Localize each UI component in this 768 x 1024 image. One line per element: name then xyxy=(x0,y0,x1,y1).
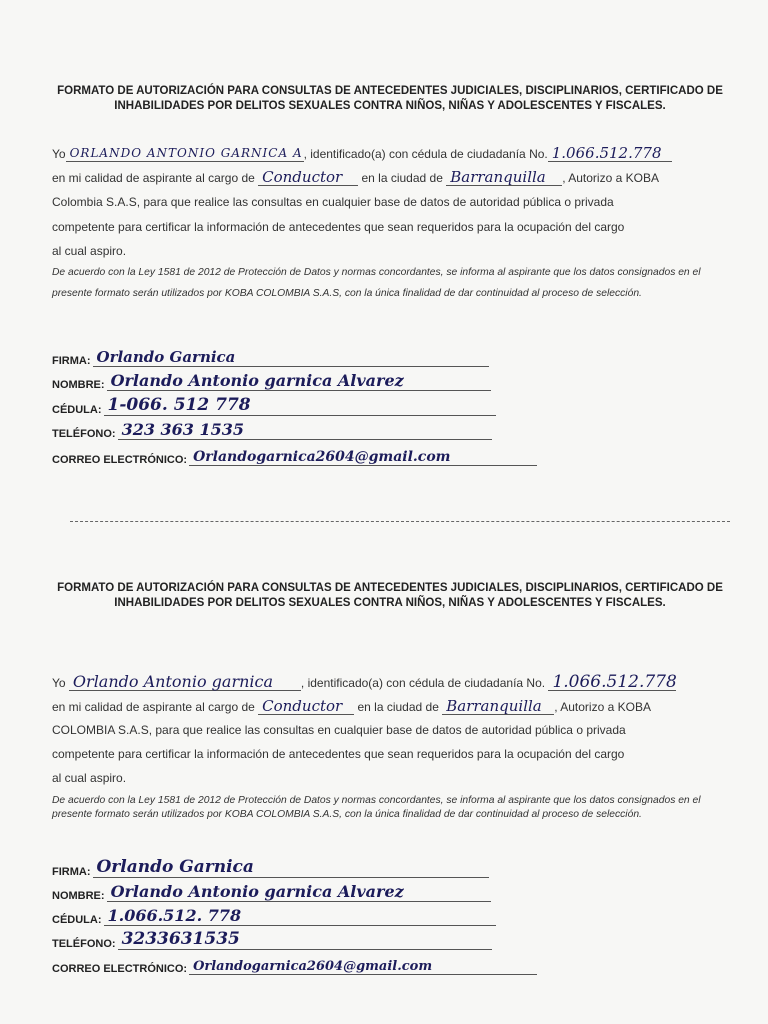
body-line-4: competente para certificar la información de antecedentes que sean requeridos para la ocupación del cargo xyxy=(52,220,625,234)
nombre-handwritten: Orlando Antonio garnica Alvarez xyxy=(110,371,404,390)
nombre-field[interactable] xyxy=(107,882,491,902)
cargo-line xyxy=(52,698,651,715)
nombre-field[interactable] xyxy=(107,371,491,391)
nombre-handwritten: Orlando Antonio garnica Alvarez xyxy=(110,882,404,901)
name-field[interactable] xyxy=(69,674,301,691)
correo-label: CORREO ELECTRÓNICO: xyxy=(52,454,188,466)
form-title-line-2: INHABILIDADES POR DELITOS SEXUALES CONTRA NIÑOS, NIÑAS Y ADOLESCENTES Y FISCALES. xyxy=(114,100,666,112)
ciudad-handwritten: Barranquilla xyxy=(446,697,542,715)
cedula-handwritten: 1-066. 512 778 xyxy=(107,395,251,415)
cedula-field[interactable] xyxy=(104,395,496,416)
ciudad-handwritten: Barranquilla xyxy=(450,168,546,186)
cedula-field[interactable] xyxy=(104,906,496,926)
firma-signature: Orlando Garnica xyxy=(96,857,254,877)
id-number-field[interactable] xyxy=(548,145,672,162)
nombre-label: NOMBRE: xyxy=(52,379,105,391)
yo-label: Yo xyxy=(52,147,66,161)
form-title-line-2: INHABILIDADES POR DELITOS SEXUALES CONTRA NIÑOS, NIÑAS Y ADOLESCENTES Y FISCALES. xyxy=(114,597,666,609)
correo-handwritten: Orlandogarnica2604@gmail.com xyxy=(193,959,433,974)
name-handwritten: Orlando Antonio garnica xyxy=(72,672,274,691)
correo-field[interactable] xyxy=(189,959,537,975)
form-title-line-1: FORMATO DE AUTORIZACIÓN PARA CONSULTAS DE ANTECEDENTES JUDICIALES, DISCIPLINARIOS, CERTIFICADO DE xyxy=(57,582,723,594)
firma-label: FIRMA: xyxy=(52,866,91,878)
correo-handwritten: Orlandogarnica2604@gmail.com xyxy=(193,449,451,465)
calidad-text: en mi calidad de aspirante al cargo de xyxy=(52,171,255,185)
cedula-row xyxy=(52,906,496,926)
correo-label: CORREO ELECTRÓNICO: xyxy=(52,963,188,975)
correo-row xyxy=(52,959,537,975)
telefono-label: TELÉFONO: xyxy=(52,428,116,440)
firma-field[interactable] xyxy=(93,348,489,367)
cargo-handwritten: Conductor xyxy=(262,697,343,715)
telefono-row xyxy=(52,929,492,950)
telefono-field[interactable] xyxy=(118,929,492,950)
name-field[interactable] xyxy=(66,145,304,162)
yo-label: Yo xyxy=(52,676,66,690)
ciudad-text: en la ciudad de xyxy=(361,171,443,185)
body-line-3: COLOMBIA S.A.S, para que realice las consultas en cualquier base de datos de autoridad pública o privada xyxy=(52,723,626,737)
cargo-handwritten: Conductor xyxy=(262,168,343,186)
nombre-row xyxy=(52,882,491,902)
correo-row xyxy=(52,450,537,466)
telefono-handwritten: 3233631535 xyxy=(121,929,240,949)
id-text: , identificado(a) con cédula de ciudadanía No. xyxy=(303,147,548,161)
nombre-label: NOMBRE: xyxy=(52,890,105,902)
autorizo-text: , Autorizo a KOBA xyxy=(562,171,659,185)
id-number-field[interactable] xyxy=(548,674,676,691)
cargo-field[interactable] xyxy=(258,169,358,186)
ciudad-text: en la ciudad de xyxy=(357,700,439,714)
id-number-handwritten: 1.066.512.778 xyxy=(551,144,662,162)
form-title-line-1: FORMATO DE AUTORIZACIÓN PARA CONSULTAS DE ANTECEDENTES JUDICIALES, DISCIPLINARIOS, CERTIFICADO DE xyxy=(57,85,723,97)
body-line-5: al cual aspiro. xyxy=(52,244,127,258)
telefono-field[interactable] xyxy=(118,420,492,440)
cedula-handwritten: 1.066.512. 778 xyxy=(107,906,242,925)
firma-signature: Orlando Garnica xyxy=(96,348,236,366)
correo-field[interactable] xyxy=(189,450,537,466)
telefono-handwritten: 323 363 1535 xyxy=(121,420,245,439)
nombre-row xyxy=(52,371,491,391)
form-title xyxy=(40,84,740,114)
telefono-label: TELÉFONO: xyxy=(52,938,116,950)
legal-notice: De acuerdo con la Ley 1581 de 2012 de Protección de Datos y normas concordantes, se informa al aspirante que los datos consignados en el presente formato serán utilizados por KOBA COLOMBIA S.A.S, con la única finalidad de dar continuidad al proceso de selección. xyxy=(52,795,701,820)
cedula-row xyxy=(52,395,496,416)
id-number-handwritten: 1.066.512.778 xyxy=(552,672,677,692)
cut-line-divider xyxy=(70,521,730,522)
autorizo-text: , Autorizo a KOBA xyxy=(554,700,651,714)
firma-field[interactable] xyxy=(93,857,489,878)
firma-label: FIRMA: xyxy=(52,355,91,367)
cedula-label: CÉDULA: xyxy=(52,914,102,926)
name-line xyxy=(52,674,676,691)
id-text: , identificado(a) con cédula de ciudadanía No. xyxy=(300,676,546,690)
body-line-5: al cual aspiro. xyxy=(52,771,127,785)
name-line xyxy=(52,145,672,162)
telefono-row xyxy=(52,420,492,440)
body-line-3: Colombia S.A.S, para que realice las consultas en cualquier base de datos de autoridad pública o privada xyxy=(52,195,614,209)
body-line-4: competente para certificar la información de antecedentes que sean requeridos para la ocupación del cargo xyxy=(52,747,625,761)
ciudad-field[interactable] xyxy=(446,169,562,186)
cedula-label: CÉDULA: xyxy=(52,404,102,416)
firma-row xyxy=(52,348,489,367)
legal-notice: De acuerdo con la Ley 1581 de 2012 de Protección de Datos y normas concordantes, se informa al aspirante que los datos consignados en el presente formato serán utilizados por KOBA COLOMBIA S.A.S, con la única finalidad de dar continuidad al proceso de selección. xyxy=(52,267,701,299)
cargo-line xyxy=(52,169,659,186)
calidad-text: en mi calidad de aspirante al cargo de xyxy=(52,700,255,714)
form-title xyxy=(40,581,740,611)
ciudad-field[interactable] xyxy=(442,698,554,715)
firma-row xyxy=(52,857,489,878)
name-handwritten: ORLANDO ANTONIO GARNICA A xyxy=(69,146,303,160)
cargo-field[interactable] xyxy=(258,698,354,715)
